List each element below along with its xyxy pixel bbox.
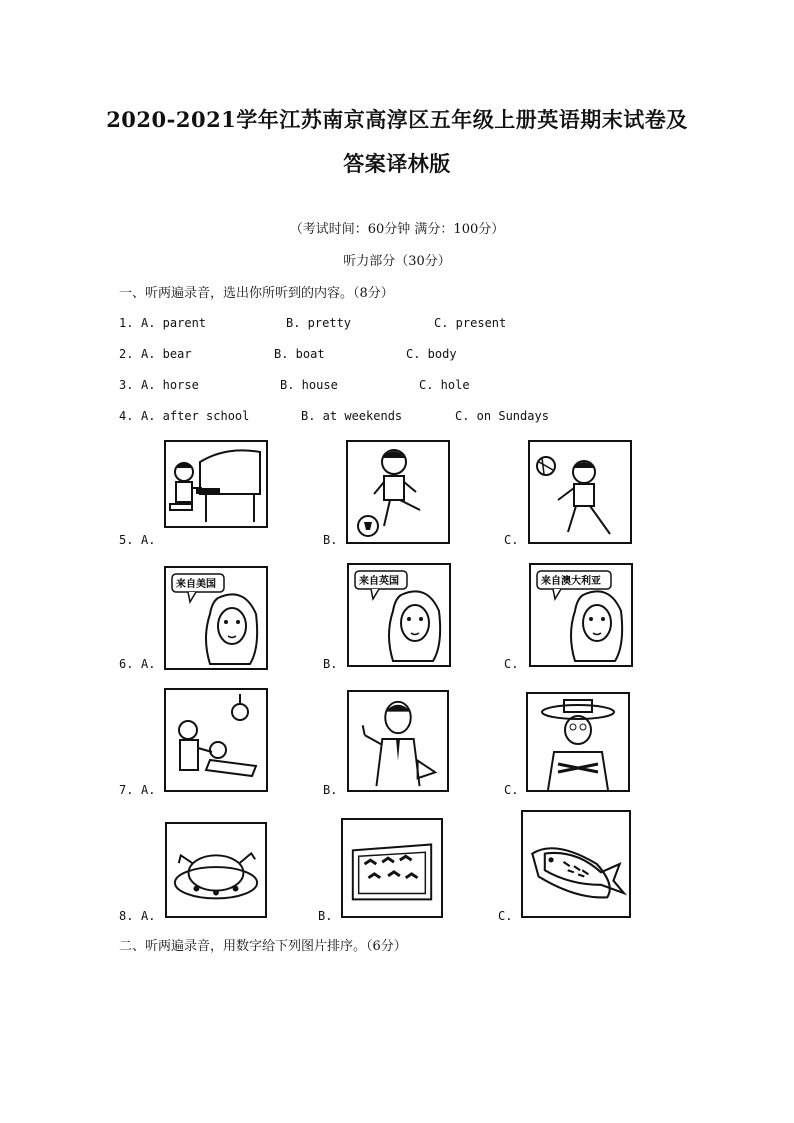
option-a: A. bear: [141, 347, 192, 361]
section2-heading: 二、听两遍录音，用数字给下列图片排序。（6分）: [119, 939, 407, 954]
speech-bubble-text: 来自美国: [176, 579, 216, 590]
option-c: C. on Sundays: [455, 409, 549, 423]
part-heading: 听力部分（30分）: [343, 254, 451, 269]
q5-label-a: A.: [141, 533, 156, 547]
q7-number: 7.: [119, 783, 134, 797]
q8-label-b: B.: [318, 909, 333, 923]
q6-number: 6.: [119, 657, 134, 671]
girl-from-australia-image: [529, 563, 633, 667]
teacher-image: [347, 690, 449, 792]
question-2: [119, 347, 457, 361]
question-3: [119, 378, 470, 392]
q7-label-a: A.: [141, 783, 156, 797]
girl-from-uk-image: [347, 563, 451, 667]
question-number: 3.: [119, 378, 134, 392]
option-b: B. boat: [274, 347, 325, 361]
question-number: 1.: [119, 316, 134, 330]
option-c: C. hole: [419, 378, 470, 392]
option-c: C. body: [406, 347, 457, 361]
question-number: 4.: [119, 409, 134, 423]
cake-image: [341, 818, 443, 918]
roast-chicken-image: [165, 822, 267, 918]
dentist-image: [164, 688, 268, 792]
option-a: A. after school: [141, 409, 250, 423]
q5-label-c: C.: [504, 533, 519, 547]
option-a: A. horse: [141, 378, 199, 392]
q7-label-b: B.: [323, 783, 338, 797]
page-title-line1: 2020-2021学年江苏南京高淳区五年级上册英语期末试卷及: [106, 107, 688, 132]
q8-label-a: A.: [141, 909, 156, 923]
fish-image: [521, 810, 631, 918]
girl-from-america-image: [164, 566, 268, 670]
question-4: [119, 409, 549, 423]
question-number: 2.: [119, 347, 134, 361]
section1-heading: 一、听两遍录音，选出你所听到的内容。（8分）: [119, 286, 394, 301]
q8-number: 8.: [119, 909, 134, 923]
q6-label-b: B.: [323, 657, 338, 671]
q8-label-c: C.: [498, 909, 513, 923]
option-c: C. present: [434, 316, 507, 330]
boy-playing-piano-image: [164, 440, 268, 528]
question-1: [119, 316, 507, 330]
q6-label-a: A.: [141, 657, 156, 671]
q7-label-c: C.: [504, 783, 519, 797]
option-b: B. at weekends: [301, 409, 403, 423]
speech-bubble-text: 来自英国: [359, 576, 399, 587]
option-b: B. house: [280, 378, 338, 392]
q6-label-c: C.: [504, 657, 519, 671]
option-a: A. parent: [141, 316, 207, 330]
boy-kicking-football-image: [346, 440, 450, 544]
farmer-image: [526, 692, 630, 792]
q5-number: 5.: [119, 533, 134, 547]
exam-info: （考试时间：60分钟 满分：100分）: [289, 222, 505, 237]
q5-label-b: B.: [323, 533, 338, 547]
boy-playing-volleyball-image: [528, 440, 632, 544]
option-b: B. pretty: [286, 316, 352, 330]
page-title-line2: 答案译林版: [343, 151, 451, 176]
speech-bubble-text: 来自澳大利亚: [541, 576, 601, 587]
